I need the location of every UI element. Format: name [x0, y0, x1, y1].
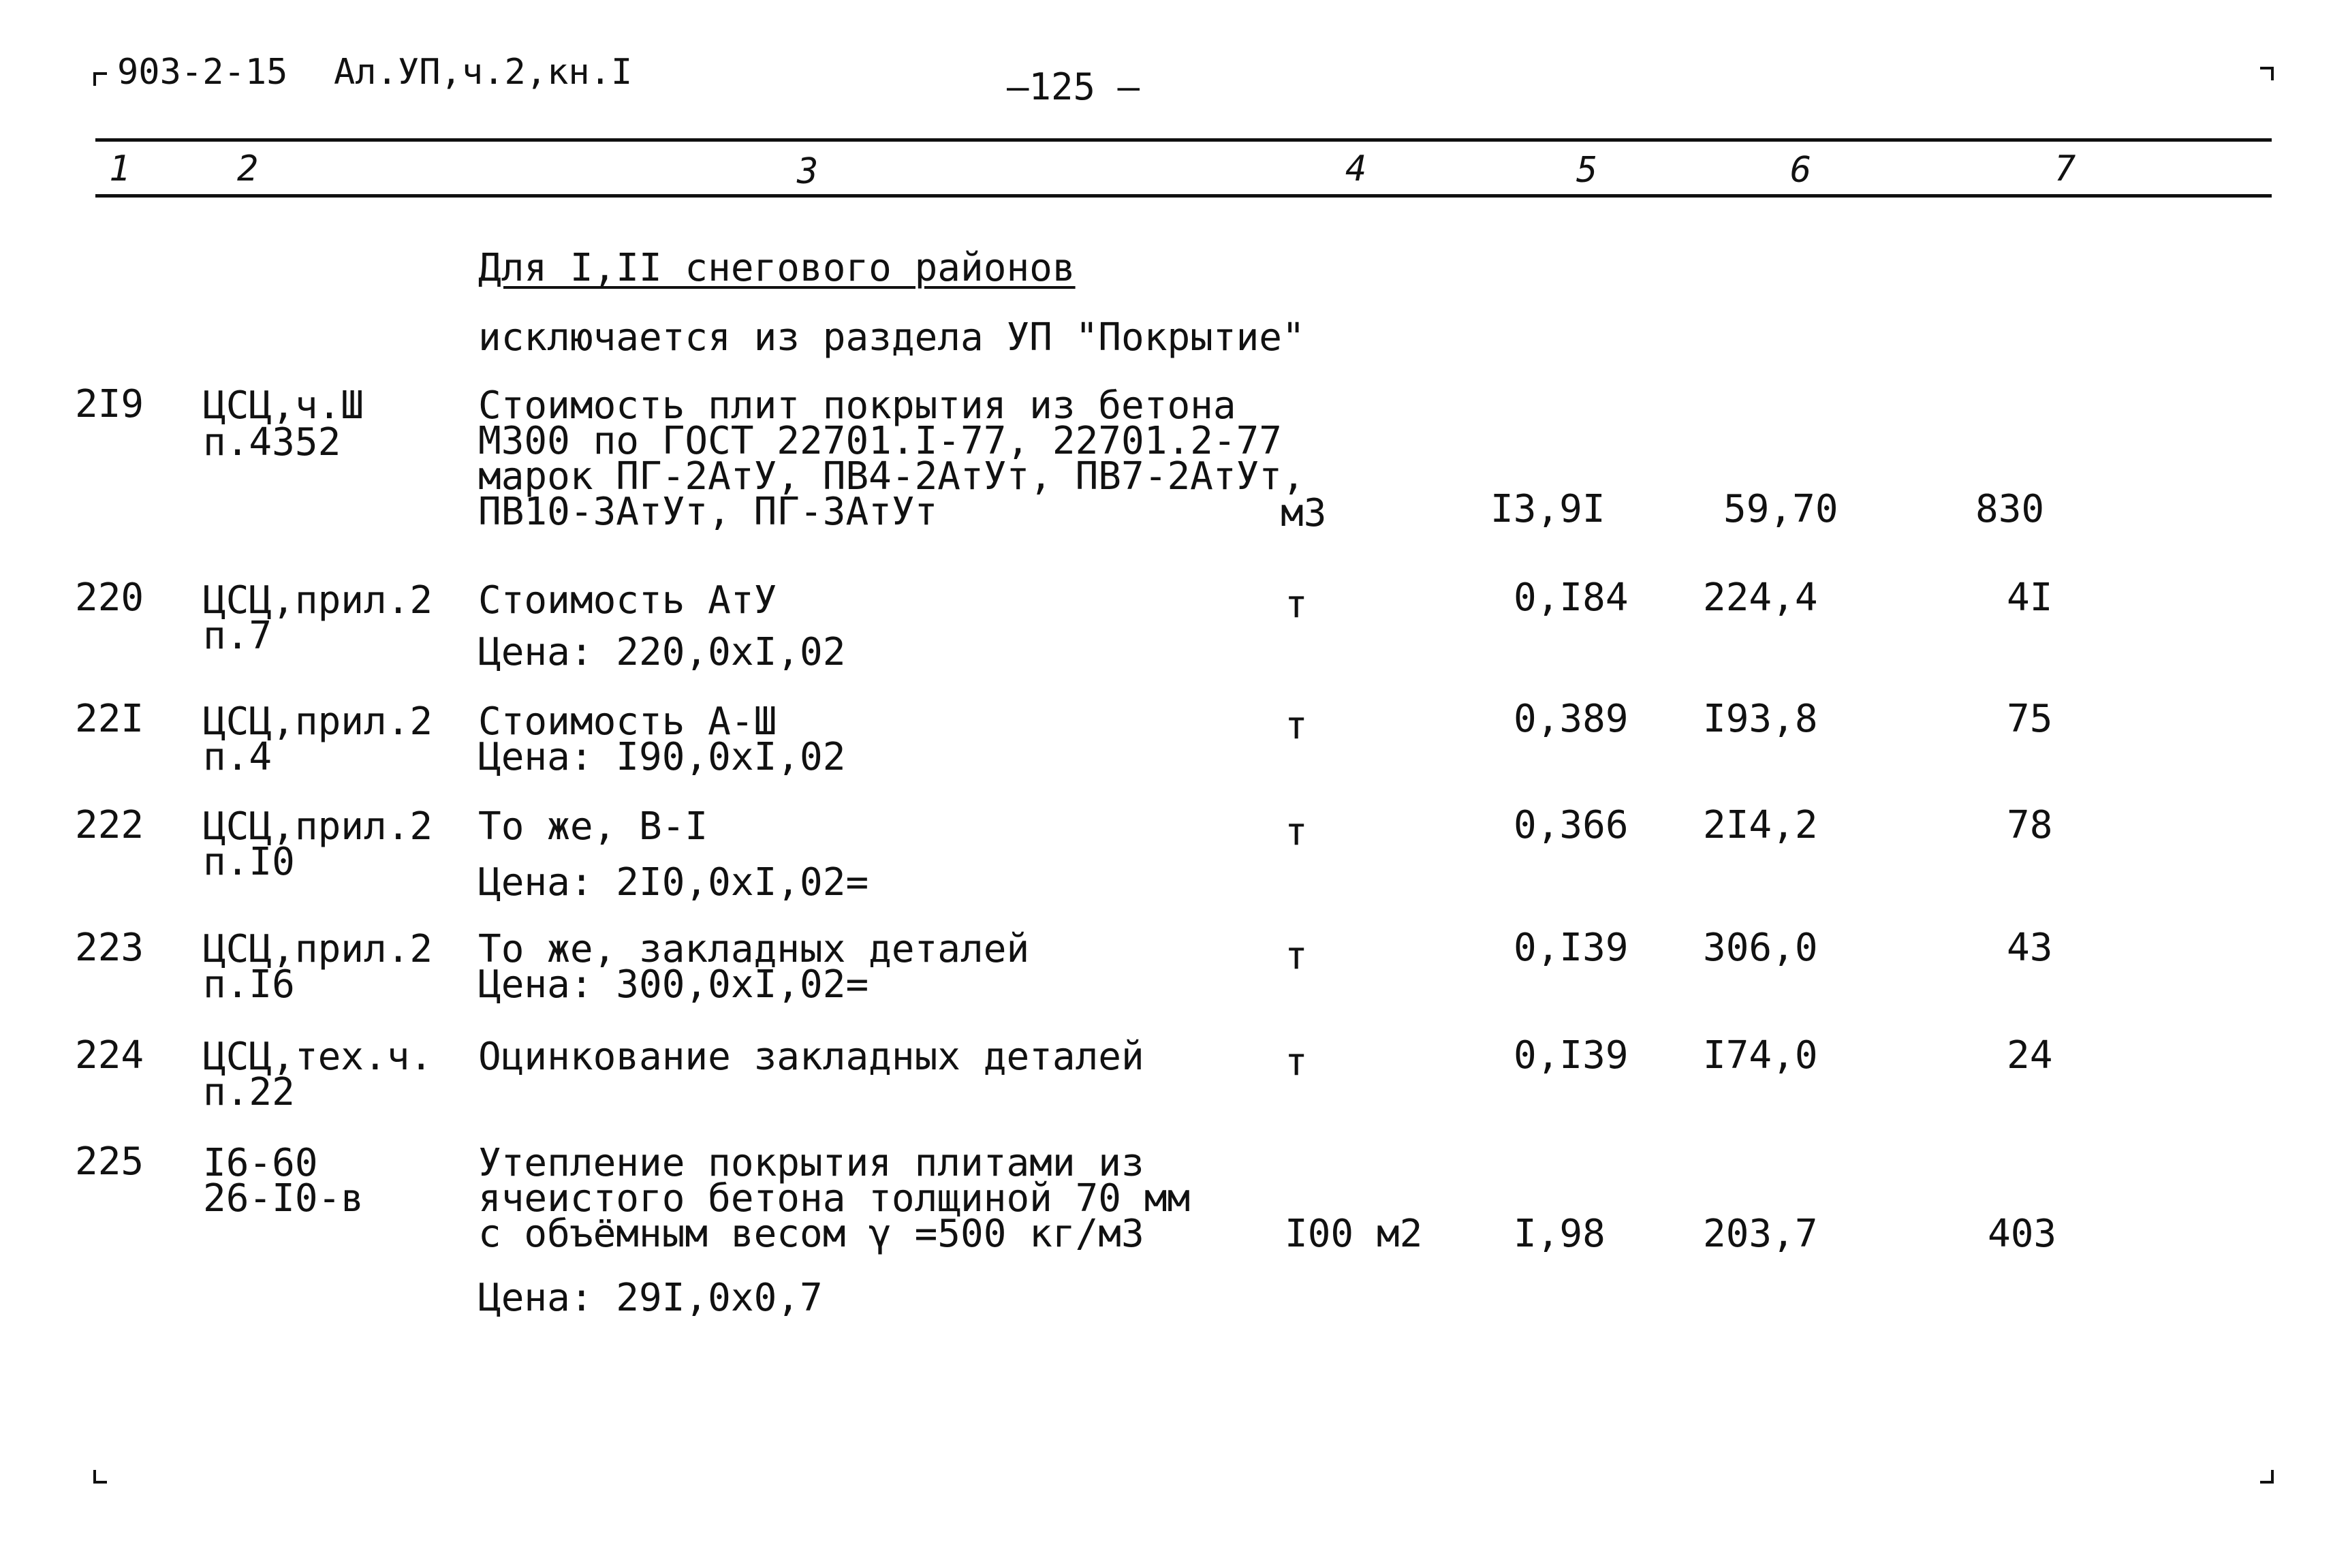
row-number: 2I9: [75, 382, 144, 426]
item-description: То же, закладных деталей: [478, 927, 1030, 971]
corner-mark-top-right: [2260, 67, 2274, 80]
column-number-6: 6: [1790, 150, 1812, 191]
quantity: I3,9I: [1490, 487, 1606, 531]
item-description: Стоимость АтУ: [478, 578, 777, 623]
unit: м3: [1281, 491, 1327, 535]
document-code: 903-2-15: [117, 52, 288, 93]
item-description: Стоимость А-Ш: [478, 700, 777, 744]
row-number: 225: [75, 1140, 144, 1184]
unit: т: [1285, 934, 1308, 978]
price-note: Цена: 29I,0х0,7: [478, 1276, 823, 1320]
total-cost: 43: [2007, 926, 2053, 970]
quantity: 0,I39: [1514, 1033, 1629, 1078]
price-reference: ЦСЦ,прил.2: [203, 927, 433, 971]
price-reference: п.4: [203, 735, 272, 779]
unit-price: I93,8: [1703, 697, 1818, 741]
total-cost: 75: [2007, 697, 2053, 741]
price-reference: ЦСЦ,прил.2: [203, 700, 433, 744]
unit-price: 2I4,2: [1703, 803, 1818, 847]
unit-price: I74,0: [1703, 1033, 1818, 1078]
price-reference: п.I6: [203, 962, 295, 1007]
price-reference: п.I0: [203, 840, 295, 884]
column-number-4: 4: [1345, 148, 1367, 189]
header-rule-top: [95, 138, 2272, 142]
unit-price: 203,7: [1703, 1212, 1818, 1256]
total-cost: 830: [1975, 487, 2045, 531]
price-reference: п.7: [203, 614, 272, 658]
quantity: I,98: [1514, 1212, 1606, 1256]
quantity: 0,366: [1514, 803, 1629, 847]
item-description: То же, В-I: [478, 804, 708, 849]
header-rule-bottom: [95, 194, 2272, 198]
item-description: с объёмным весом γ =500 кг/м3: [478, 1212, 1144, 1256]
unit: I00 м2: [1285, 1212, 1423, 1256]
column-number-2: 2: [237, 148, 259, 189]
price-reference: ЦСЦ,прил.2: [203, 804, 433, 849]
row-number: 223: [75, 926, 144, 970]
price-note: Цена: 220,0хI,02: [478, 630, 846, 674]
column-number-3: 3: [797, 151, 819, 192]
price-note: Цена: 300,0хI,02=: [478, 962, 869, 1007]
quantity: 0,I84: [1514, 576, 1629, 620]
quantity: 0,I39: [1514, 926, 1629, 970]
item-description: Утепление покрытия плитами из: [478, 1141, 1144, 1185]
price-reference: п.4352: [203, 420, 341, 465]
row-number: 22I: [75, 697, 144, 741]
unit-price: 224,4: [1703, 576, 1818, 620]
unit: т: [1285, 704, 1308, 748]
item-description: марок ПГ-2АтУ, ПВ4-2АтУт, ПВ7-2АтУт,: [478, 454, 1305, 499]
total-cost: 4I: [2007, 576, 2053, 620]
price-reference: ЦСЦ,тех.ч.: [203, 1035, 433, 1079]
price-reference: I6-60: [203, 1141, 318, 1185]
item-description: Стоимость плит покрытия из бетона: [478, 383, 1236, 428]
item-description: Оцинкование закладных деталей: [478, 1035, 1144, 1079]
column-number-1: 1: [109, 148, 131, 189]
unit-price: 306,0: [1703, 926, 1818, 970]
unit: т: [1285, 582, 1308, 627]
page-number: —125 —: [1007, 65, 1140, 108]
corner-mark-bottom-left: [93, 1470, 107, 1484]
unit: т: [1285, 1040, 1308, 1084]
column-number-7: 7: [2054, 148, 2076, 189]
quantity: 0,389: [1514, 697, 1629, 741]
section-title: Для I,II снегового районов: [478, 246, 1076, 290]
row-number: 224: [75, 1033, 144, 1078]
corner-mark-top-left: [93, 72, 107, 86]
column-number-5: 5: [1576, 150, 1598, 191]
price-reference: п.22: [203, 1070, 295, 1114]
row-number: 222: [75, 803, 144, 847]
price-reference: ЦСЦ,прил.2: [203, 578, 433, 623]
corner-mark-bottom-right: [2260, 1470, 2274, 1484]
price-reference: 26-I0-в: [203, 1176, 364, 1221]
section-note: исключается из раздела УП "Покрытие": [478, 315, 1305, 360]
unit: т: [1285, 810, 1308, 854]
unit-price: 59,70: [1723, 487, 1838, 531]
price-note: Цена: 2I0,0хI,02=: [478, 860, 869, 905]
item-description: ПВ10-3АтУт, ПГ-3АтУт: [478, 490, 938, 534]
total-cost: 78: [2007, 803, 2053, 847]
price-reference: ЦСЦ,ч.Ш: [203, 383, 364, 428]
row-number: 220: [75, 576, 144, 620]
item-description: ячеистого бетона толщиной 70 мм: [478, 1176, 1191, 1221]
total-cost: 403: [1988, 1212, 2057, 1256]
price-note: Цена: I90,0хI,02: [478, 735, 846, 779]
total-cost: 24: [2007, 1033, 2053, 1078]
item-description: М300 по ГОСТ 22701.I-77, 22701.2-77: [478, 419, 1283, 463]
album-reference: Ал.УП,ч.2,кн.I: [334, 52, 633, 93]
